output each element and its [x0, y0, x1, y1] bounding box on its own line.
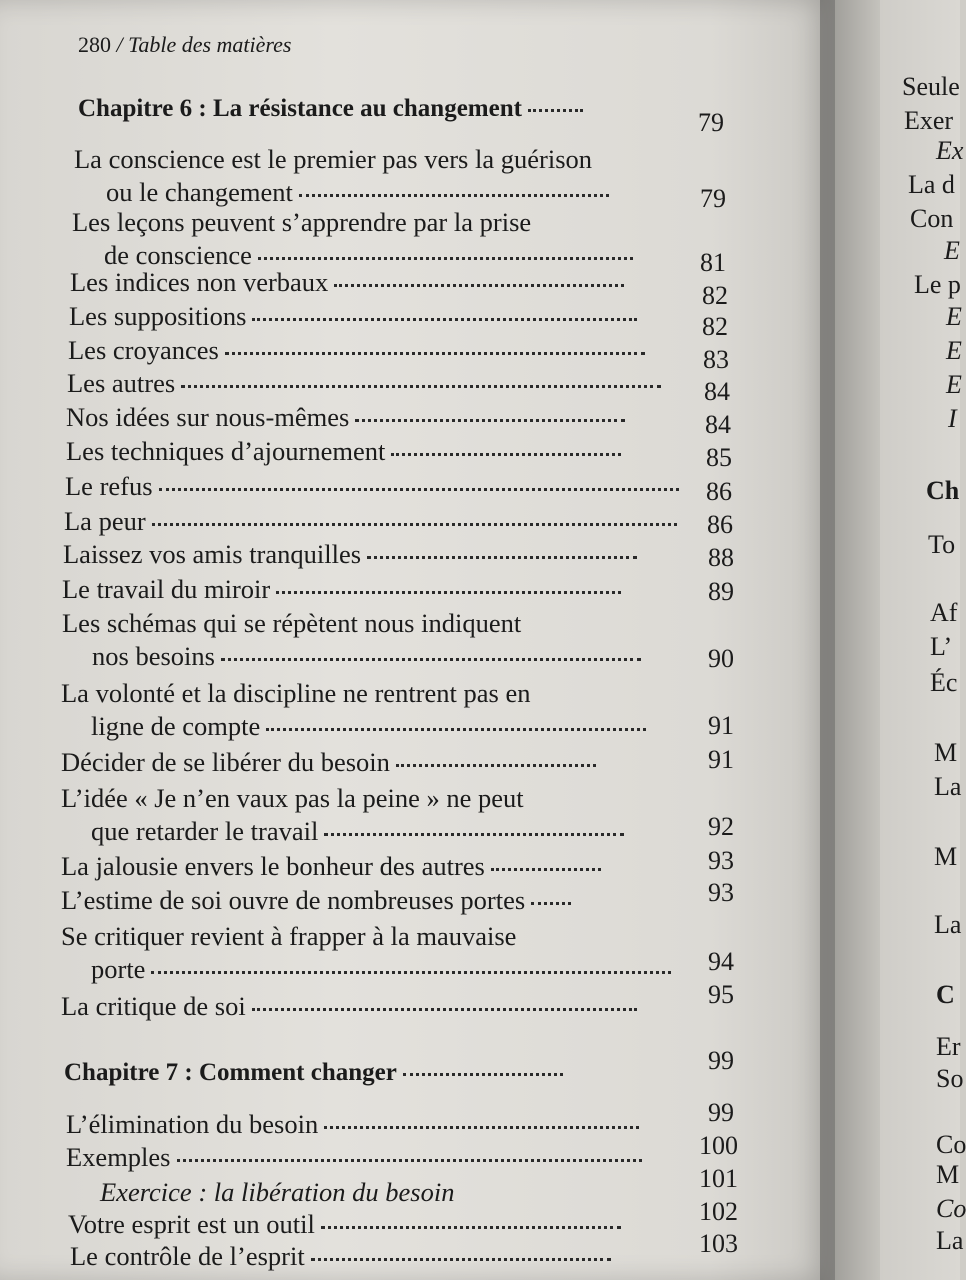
toc-entry: Les suppositions — [69, 300, 637, 333]
toc-page-number: 79 — [700, 184, 726, 213]
facing-page-fragment: M — [934, 738, 958, 767]
toc-page-number: 82 — [702, 312, 728, 341]
toc-page-number: 89 — [708, 577, 734, 606]
toc-entry: Exercice : la libération du besoin — [100, 1177, 455, 1207]
facing-page-fragment: L’ — [930, 632, 953, 661]
toc-entry: Exemples — [66, 1141, 642, 1174]
chapter-heading: Chapitre 6 : La résistance au changement — [78, 92, 583, 125]
toc-entry: Les techniques d’ajournement — [66, 435, 621, 468]
facing-page-fragment: Af — [930, 598, 958, 627]
facing-page-fragment: Seule — [902, 72, 960, 101]
facing-page-fragment: Ch — [926, 476, 960, 505]
facing-page-fragment: I — [948, 404, 957, 433]
facing-page-fragment: E — [946, 302, 962, 331]
toc-page-number: 86 — [707, 510, 733, 539]
toc-page-number: 99 — [708, 1098, 734, 1127]
facing-page-fragment: Co — [936, 1194, 966, 1223]
toc-entry: Les croyances — [68, 334, 645, 367]
toc-page-number: 93 — [708, 846, 734, 875]
toc-page-number: 91 — [708, 711, 734, 740]
facing-page — [880, 0, 966, 1280]
chapter-heading: Chapitre 7 : Comment changer — [64, 1056, 563, 1089]
toc-page-number: 83 — [703, 345, 729, 374]
facing-page-fragment: Con — [910, 204, 954, 233]
toc-entry: Le travail du miroir — [62, 573, 621, 606]
facing-page-fragment: So — [936, 1064, 964, 1093]
facing-page-fragment: La — [934, 910, 962, 939]
toc-page-number: 81 — [700, 248, 726, 277]
facing-page-fragment: M — [936, 1160, 960, 1189]
toc-entry: Les indices non verbaux — [70, 266, 624, 299]
toc-page-number: 101 — [699, 1164, 738, 1193]
toc-entry: Le refus — [65, 470, 679, 503]
toc-entry: Le contrôle de l’esprit — [70, 1240, 611, 1273]
header-title: Table des matières — [128, 32, 292, 57]
toc-entry: La critique de soi — [61, 990, 637, 1023]
facing-page-fragment: Éc — [930, 668, 958, 697]
toc-page-number: 86 — [706, 477, 732, 506]
facing-page-fragment: Ex — [936, 136, 964, 165]
facing-page-fragment: E — [946, 370, 962, 399]
toc-page-number: 95 — [708, 980, 734, 1009]
toc-page-number: 93 — [708, 878, 734, 907]
toc-entry: L’idée « Je n’en vaux pas la peine » ne peut que retarder le travail — [61, 782, 624, 848]
chapter-page-number: 99 — [708, 1046, 734, 1075]
toc-page-number: 91 — [708, 745, 734, 774]
facing-page-fragment: Er — [936, 1032, 961, 1061]
toc-page-number: 84 — [705, 410, 731, 439]
facing-page-fragment: Co — [936, 1130, 966, 1159]
toc-entry: Décider de se libérer du besoin — [61, 746, 596, 779]
toc-entry: Votre esprit est un outil — [68, 1208, 621, 1241]
toc-entry: Les schémas qui se répètent nous indiquent nos besoins — [62, 607, 641, 673]
toc-page-number: 92 — [708, 812, 734, 841]
facing-page-fragment: Le p — [914, 270, 961, 299]
facing-page-fragment: M — [934, 842, 958, 871]
toc-entry: La volonté et la discipline ne rentrent pas en ligne de compte — [61, 677, 646, 743]
header-separator: / — [116, 32, 123, 57]
toc-page-number: 90 — [708, 644, 734, 673]
facing-page-fragment: La — [936, 1226, 964, 1255]
toc-entry: Les autres — [67, 367, 661, 400]
facing-page-fragment: E — [946, 336, 962, 365]
toc-entry: Nos idées sur nous-mêmes — [66, 401, 625, 434]
toc-entry: Se critiquer revient à frapper à la mauvaise porte — [61, 920, 671, 986]
toc-page-number: 88 — [708, 543, 734, 572]
toc-page-number: 100 — [699, 1131, 738, 1160]
toc-entry: L’estime de soi ouvre de nombreuses portes — [61, 884, 571, 917]
page-number: 280 — [78, 32, 111, 57]
toc-entry: L’élimination du besoin — [66, 1108, 639, 1141]
chapter-page-number: 79 — [698, 108, 724, 137]
toc-page-number: 94 — [708, 947, 734, 976]
facing-page-fragment: La d — [908, 170, 955, 199]
toc-page-number: 102 — [699, 1197, 738, 1226]
toc-entry: La conscience est le premier pas vers la guérison ou le changement — [74, 143, 609, 209]
toc-page-number: 103 — [699, 1229, 738, 1258]
toc-entry: Les leçons peuvent s’apprendre par la prise de conscience — [72, 206, 633, 272]
facing-page-fragment: Exer — [904, 106, 954, 135]
toc-page-number: 85 — [706, 443, 732, 472]
toc-entry: Laissez vos amis tranquilles — [63, 538, 637, 571]
toc-entry: La peur — [64, 505, 677, 538]
facing-page-fragment: To — [928, 530, 956, 559]
facing-page-fragment: C — [936, 980, 955, 1009]
toc-entry: La jalousie envers le bonheur des autres — [61, 850, 601, 883]
facing-page-fragment: E — [944, 236, 960, 265]
toc-page-number: 84 — [704, 377, 730, 406]
facing-page-fragment: La — [934, 772, 962, 801]
toc-page-number: 82 — [702, 281, 728, 310]
